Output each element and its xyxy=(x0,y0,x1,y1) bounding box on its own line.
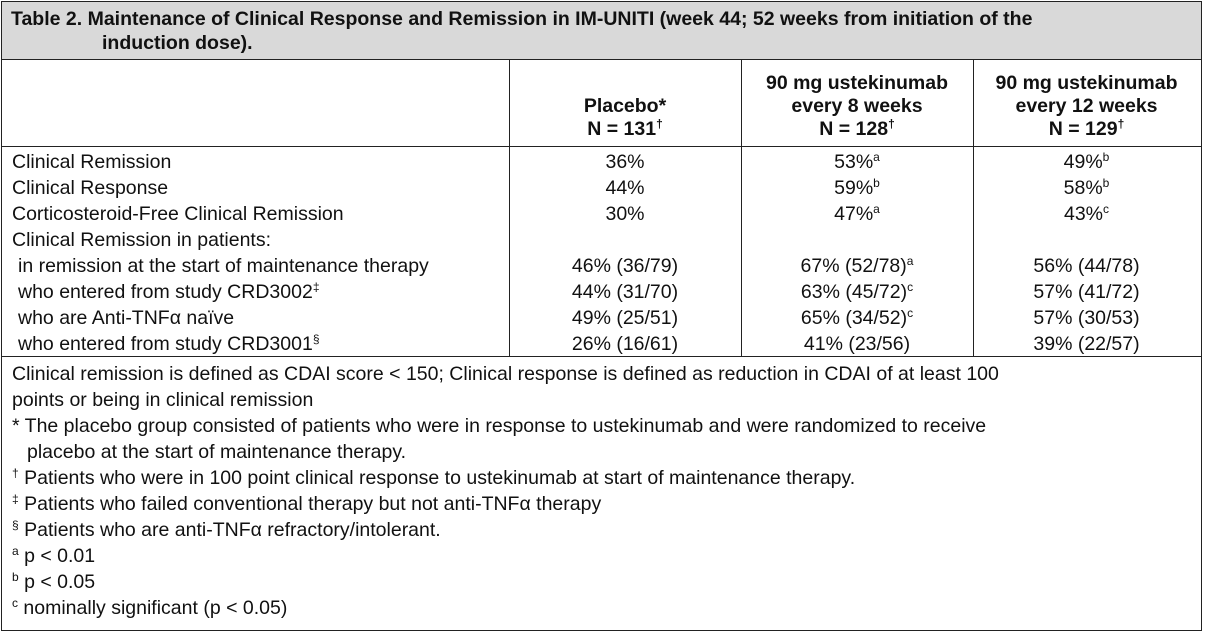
cell-value: 57% (30/53) xyxy=(1033,307,1140,329)
table-row xyxy=(2,253,1201,279)
significance-marker: c xyxy=(907,306,914,320)
row-label: in remission at the start of maintenance therapy xyxy=(18,255,429,277)
footnote-marker: † xyxy=(1117,117,1125,131)
column-header-line: N = 128† xyxy=(819,117,895,140)
column-header-line: N = 131† xyxy=(587,117,663,140)
table-row xyxy=(2,305,1201,331)
cell-value: 41% (23/56) xyxy=(803,333,911,355)
column-header-line: 90 mg ustekinumab xyxy=(995,72,1178,94)
table-title-line2: induction dose). xyxy=(102,32,253,54)
column-header xyxy=(509,60,741,146)
footnote-line: $^b$ p < 0.05 xyxy=(12,570,96,593)
significance-marker: a xyxy=(873,202,880,216)
footnote-line: placebo at the start of maintenance therapy. xyxy=(27,441,407,463)
row-label: who are Anti-TNFα naïve xyxy=(18,307,235,329)
table-title xyxy=(2,2,1201,60)
significance-marker: c xyxy=(1103,202,1110,216)
footnote-line: $^c$ nominally significant (p < 0.05) xyxy=(12,596,288,619)
cell-value: 56% (44/78) xyxy=(1033,255,1140,277)
footnote-marker: b xyxy=(12,570,19,584)
table-row xyxy=(2,331,1201,357)
cell-value: 44% xyxy=(605,177,645,199)
row-label: Clinical Remission xyxy=(12,151,172,173)
footnote-marker: † xyxy=(888,117,895,131)
column-header-line: every 8 weeks xyxy=(791,95,923,117)
cell-value: 53%$^a$ xyxy=(834,150,880,173)
footnote-line: $^a$ p < 0.01 xyxy=(12,544,96,567)
cell-value: 30% xyxy=(605,203,645,225)
significance-marker: b xyxy=(1102,176,1110,190)
significance-marker: c xyxy=(907,280,914,294)
footnote-marker: † xyxy=(656,117,663,131)
column-header xyxy=(973,60,1200,146)
footnote-marker: § xyxy=(12,518,19,532)
row-label: who entered from study CRD3001§ xyxy=(18,332,320,355)
cell-value: 47%$^a$ xyxy=(834,202,880,225)
cell-value: 39% (22/57) xyxy=(1033,333,1140,355)
footnote-line: points or being in clinical remission xyxy=(12,389,314,411)
significance-marker: b xyxy=(873,176,880,190)
footnote-marker: ‡ xyxy=(12,492,19,506)
table-row xyxy=(2,201,1201,227)
column-header-row xyxy=(2,60,1201,147)
table-title-line1: Table 2. Maintenance of Clinical Response and Remission in IM-UNITI (week 44; 52 weeks from initiation of the xyxy=(11,8,1033,30)
column-header-line: 90 mg ustekinumab xyxy=(765,72,949,94)
cell-value: 59%$^b$ xyxy=(834,176,880,199)
footnote-marker: † xyxy=(12,466,19,480)
table-body xyxy=(2,147,1201,357)
table-frame xyxy=(1,1,1202,631)
cell-value: 26% (16/61) xyxy=(571,333,679,355)
cell-value: 58%$^b$ xyxy=(1063,176,1110,199)
table-row xyxy=(2,149,1201,175)
table-row xyxy=(2,279,1201,305)
cell-value: 36% xyxy=(605,151,645,173)
cell-value: 65% $(34/52)^c$ xyxy=(800,306,914,329)
column-header-line: every 12 weeks xyxy=(1015,95,1158,117)
cell-value: 43%$^c$ xyxy=(1063,202,1110,225)
footnote-marker: a xyxy=(12,544,19,558)
footnote-line: § Patients who are anti-TNFα refractory/intolerant. xyxy=(12,518,441,541)
footnotes xyxy=(2,357,1201,621)
column-header-line: N = 129† xyxy=(1048,117,1125,140)
row-label: Clinical Response xyxy=(12,177,169,199)
footnote-marker: § xyxy=(312,332,320,346)
significance-marker: b xyxy=(1102,150,1110,164)
footnote-line: * The placebo group consisted of patients who were in response to ustekinumab and were randomized to receive xyxy=(12,415,987,437)
footnote-marker: ‡ xyxy=(312,280,320,294)
footnote-line: Clinical remission is defined as CDAI score < 150; Clinical response is defined as reduction in CDAI of at least 100 xyxy=(12,363,999,385)
cell-value: 49% (25/51) xyxy=(571,307,679,329)
row-label: Clinical Remission in patients: xyxy=(12,229,272,251)
footnote-marker: c xyxy=(12,596,18,610)
footnote-line: ‡ Patients who failed conventional therapy but not anti-TNFα therapy xyxy=(12,492,602,515)
cell-value: 67% $(52/78)^a$ xyxy=(800,254,914,277)
cell-value: 57% (41/72) xyxy=(1033,281,1140,303)
cell-value: 63% $(45/72)^c$ xyxy=(800,280,914,303)
footnote-line: † Patients who were in 100 point clinical response to ustekinumab at start of maintenance therapy. xyxy=(12,466,856,489)
column-header xyxy=(741,60,973,146)
cell-value: 44% (31/70) xyxy=(571,281,679,303)
cell-value: 49%$^b$ xyxy=(1063,150,1110,173)
table-row xyxy=(2,227,1201,253)
significance-marker: a xyxy=(873,150,880,164)
row-label: Corticosteroid-Free Clinical Remission xyxy=(12,203,344,225)
row-label: who entered from study CRD3002‡ xyxy=(18,280,320,303)
significance-marker: a xyxy=(906,254,914,268)
table-row xyxy=(2,175,1201,201)
cell-value: 46% (36/79) xyxy=(571,255,679,277)
column-header-line: Placebo* xyxy=(583,95,667,117)
